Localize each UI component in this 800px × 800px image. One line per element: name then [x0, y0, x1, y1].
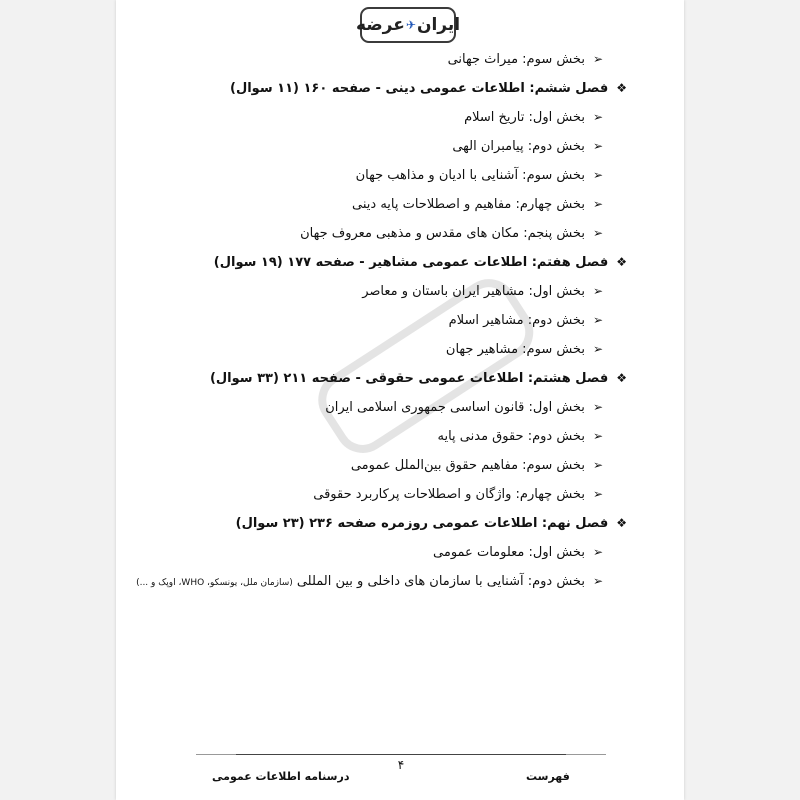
arrow-bullet-icon: ➢	[592, 226, 603, 240]
item-text: بخش سوم: مشاهیر جهان	[445, 342, 585, 357]
arrow-bullet-icon: ➢	[592, 313, 603, 327]
item-text: بخش دوم: آشنایی با سازمان های داخلی و بین المللی	[296, 574, 585, 589]
logo-text-right: ایران	[416, 15, 461, 35]
chapter-heading	[59, 514, 627, 533]
section-item	[35, 311, 603, 330]
item-text: بخش سوم: میراث جهانی	[447, 52, 585, 67]
diamond-bullet-icon: ❖	[616, 81, 627, 95]
item-text: بخش سوم: مفاهیم حقوق بین‌الملل عمومی	[350, 458, 585, 473]
arrow-bullet-icon: ➢	[592, 139, 603, 153]
section-item	[35, 195, 603, 214]
item-text: فصل ششم: اطلاعات عمومی دینی - صفحه ۱۶۰ (۱۱ سوال)	[230, 81, 609, 96]
arrow-bullet-icon: ➢	[592, 110, 603, 124]
item-text: بخش اول: مشاهیر ایران باستان و معاصر	[362, 284, 585, 299]
arrow-bullet-icon: ➢	[592, 574, 603, 588]
section-item	[35, 50, 603, 69]
item-text: بخش سوم: آشنایی با ادیان و مذاهب جهان	[355, 168, 585, 183]
footer-section-title: فهرست	[526, 770, 570, 783]
footer-book-title: درسنامه اطلاعات عمومی	[212, 770, 350, 783]
footer-divider	[196, 754, 606, 755]
item-text: بخش دوم: مشاهیر اسلام	[448, 313, 585, 328]
section-item	[35, 224, 603, 243]
arrow-bullet-icon: ➢	[592, 168, 603, 182]
item-text: بخش اول: قانون اساسی جمهوری اسلامی ایران	[325, 400, 585, 415]
section-item	[35, 108, 603, 127]
item-text: بخش دوم: حقوق مدنی پایه	[437, 429, 585, 444]
item-text: فصل هشتم: اطلاعات عمومی حقوقی - صفحه ۲۱۱ (۳۳ سوال)	[209, 371, 609, 386]
arrow-bullet-icon: ➢	[592, 429, 603, 443]
arrow-bullet-icon: ➢	[592, 197, 603, 211]
chapter-heading	[59, 369, 627, 388]
arrow-bullet-icon: ➢	[592, 458, 603, 472]
item-text: بخش چهارم: مفاهیم و اصطلاحات پایه دینی	[352, 197, 585, 212]
diamond-bullet-icon: ❖	[616, 255, 627, 269]
item-text: بخش اول: معلومات عمومی	[433, 545, 585, 560]
section-item	[35, 572, 603, 592]
arrow-bullet-icon: ➢	[592, 284, 603, 298]
chapter-heading	[59, 79, 627, 98]
section-item	[35, 137, 603, 156]
item-note: (سازمان ملل، یونسکو، WHO، اوپک و ...)	[136, 578, 293, 588]
plane-icon: ✈	[405, 18, 416, 32]
item-text: بخش پنجم: مکان های مقدس و مذهبی معروف جهان	[300, 226, 585, 241]
arrow-bullet-icon: ➢	[592, 400, 603, 414]
arrow-bullet-icon: ➢	[592, 52, 603, 66]
diamond-bullet-icon: ❖	[616, 516, 627, 530]
item-text: فصل هفتم: اطلاعات عمومی مشاهیر - صفحه ۱۷۷ (۱۹ سوال)	[213, 255, 609, 270]
item-text: بخش چهارم: واژگان و اصطلاحات پرکاربرد حقوقی	[313, 487, 585, 502]
section-item	[35, 427, 603, 446]
section-item	[35, 456, 603, 475]
section-item	[35, 398, 603, 417]
chapter-heading	[59, 253, 627, 272]
section-item	[35, 166, 603, 185]
section-item	[35, 282, 603, 301]
arrow-bullet-icon: ➢	[592, 487, 603, 501]
logo-text-left: عرضه	[355, 15, 405, 35]
item-text: فصل نهم: اطلاعات عمومی روزمره صفحه ۲۳۶ (۲۳ سوال)	[235, 516, 609, 531]
document-page	[116, 0, 684, 800]
item-text: بخش دوم: پیامبران الهی	[452, 139, 585, 154]
section-item	[35, 543, 603, 562]
diamond-bullet-icon: ❖	[616, 371, 627, 385]
section-item	[35, 340, 603, 359]
arrow-bullet-icon: ➢	[592, 545, 603, 559]
section-item	[35, 485, 603, 504]
arrow-bullet-icon: ➢	[592, 342, 603, 356]
item-text: بخش اول: تاریخ اسلام	[464, 110, 585, 125]
page-number: ۴	[397, 758, 405, 772]
table-of-contents	[116, 0, 684, 800]
